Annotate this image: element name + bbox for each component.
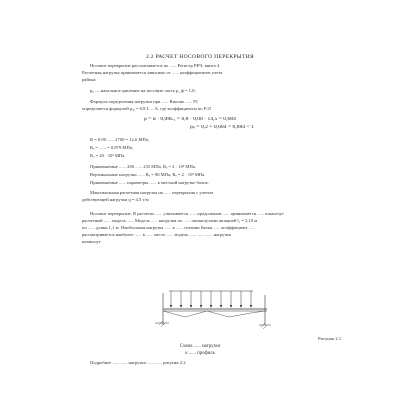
intro-line: Расчетная нагрузка принимается зависимо от ...... коэффициентов учета [82,70,223,75]
body-line: Вертикальные нагрузки ...... Rₑ = 96 МПа, Rₒ = 2 · 10³ МПа. [90,172,206,177]
arrow-heads [170,305,252,308]
paragraph-line: шпангоут [82,239,101,244]
intro-line: Носовое перекрытие рассчитывается по ...... Регистр РЕЧ, книга 4. [90,63,221,68]
load-diagram-figure [135,283,275,335]
paragraph-line: по ...... длина 1,1 м. Наибольшая нагрузка ...... в ...... сечении балки ...... коэффициент ...... [82,225,256,230]
figure-label: Рисунок 2.1 [318,336,342,341]
formula-line: ρ = α · 0,08L₁ = 0,8 · 0,08 · 14,5 = 0,684 [144,117,236,122]
definition-line: p₀ — начальное давление на носовую часть p_ф = 1,0; [90,88,196,93]
paragraph-line: рассматривается наиболее ...... в ...... место ...... модель ...... ...... ...... нагрузки [82,232,232,237]
intro-line: района [82,77,96,82]
rule-line: Формула определения нагрузки при ...... Вполне ...... Р1 [90,99,199,104]
body-line: действующей нагрузки q = 4,5 т/м [82,197,149,202]
body-line: Принимаемые ...... 200 ...... 235 МПа, Rₑ = 2 · 10³ МПа. [90,164,196,169]
figure-caption-line: Схема ...... нагрузки [179,344,221,349]
deflection-curve [163,311,265,317]
calc-line: R = 0,90 ...... 2700 = 12,6 МПа; [90,137,150,142]
body-line: Принимаемые ...... параметры ...... к местной нагрузке балок. [90,180,209,185]
footer-line: Подробнее ...... ...... нагрузки ...... ...... рисунке 2.2 [90,360,186,365]
paragraph-line: расчетный ...... модель ...... Модель ...... нагрузки по ...... шпангоутами шпацией l₁ = 2,10 м [82,218,258,223]
figure-caption-line: к ...... профиль [185,351,215,356]
paragraph-line: Носовое перекрытие. В расчетах ...... учитывается ...... продольным ...... принимается ...... шпангоут [90,211,284,216]
formula-line: ρₚ = 0,2 + 0,684 = 0,884 < 1 [190,125,254,130]
body-line: Максимальная расчетная нагрузка на ...... перекрытия с учетом [90,190,214,195]
calc-line: Rₑ = ...... = 0,879 МПа; [90,145,134,150]
load-arrows [169,291,253,307]
rule-line: определяется формулой ρₐₒ = 0,8 L ... A, где коэффициенты по Р.15 [82,106,212,111]
section-title: 2.2 РАСЧЕТ НОСОВОГО ПЕРЕКРЫТИЯ [145,54,255,60]
hatching [159,321,267,329]
calc-line: Rₒ = 20 · 10³ МПа. [90,153,126,158]
